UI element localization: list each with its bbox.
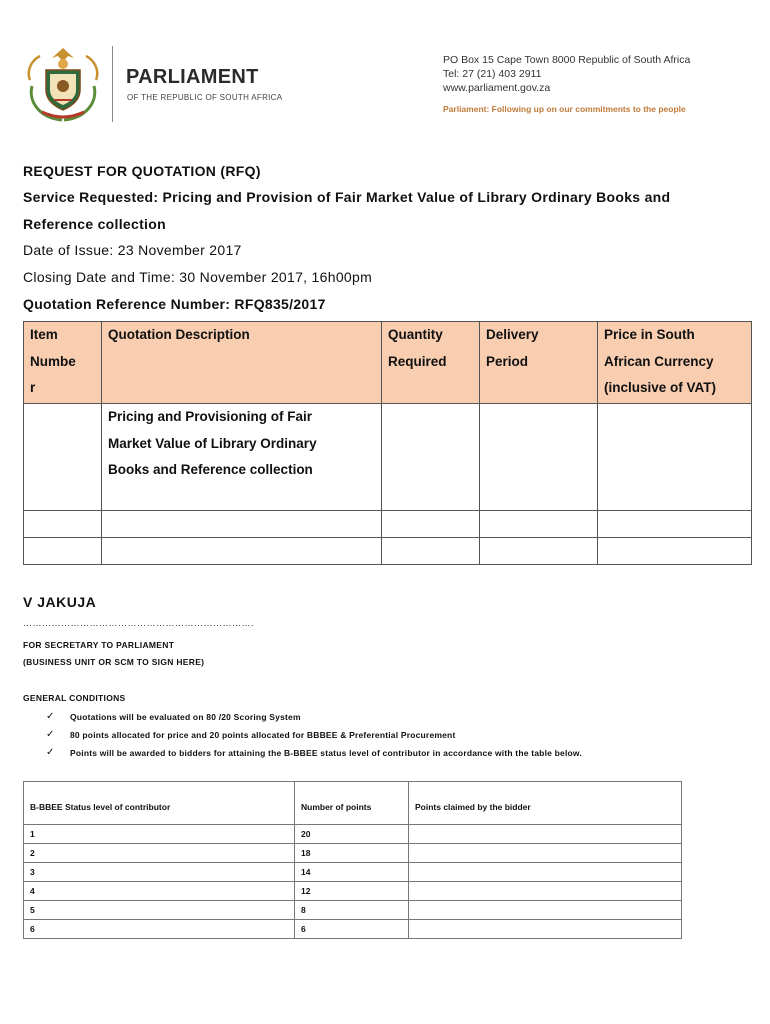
signature-line[interactable]: ………………………………………………………………. [23,618,255,628]
parliament-coat-of-arms-icon [22,44,104,124]
header-delivery: Delivery Period [480,322,598,404]
cell-claimed[interactable] [409,920,682,939]
cell-quantity[interactable] [382,404,480,511]
cell-delivery[interactable] [480,404,598,511]
header-divider [112,46,113,122]
cell-price[interactable] [598,404,752,511]
header-description: Quotation Description [102,322,382,404]
table-row [24,901,682,920]
for-secretary-label: FOR SECRETARY TO PARLIAMENT [23,640,175,650]
service-requested-line1: Service Requested: Pricing and Provision of Fair Market Value of Library Ordinary Books and [23,189,671,205]
bbbee-table-header [24,782,682,825]
service-requested-line2: Reference collection [23,216,166,232]
bbbee-points-table [23,781,682,939]
cell-points: 12 [295,882,409,901]
cell-points: 6 [295,920,409,939]
cell-level: 6 [24,920,295,939]
cell-description: Pricing and Provisioning of Fair Market Value of Library Ordinary Books and Reference collection [102,404,382,511]
date-of-issue: Date of Issue: 23 November 2017 [23,242,242,258]
quotation-table-header [24,322,752,404]
cell-delivery[interactable] [480,538,598,565]
table-row [24,844,682,863]
cell-claimed[interactable] [409,863,682,882]
table-row [24,825,682,844]
cell-claimed[interactable] [409,882,682,901]
cell-quantity[interactable] [382,511,480,538]
cell-item[interactable] [24,538,102,565]
quotation-reference: Quotation Reference Number: RFQ835/2017 [23,296,326,312]
header-number-of-points: Number of points [295,782,409,825]
cell-claimed[interactable] [409,901,682,920]
tagline: Parliament: Following up on our commitments to the people [443,104,686,114]
list-item: ✓ Points will be awarded to bidders for attaining the B-BBEE status level of contributor in accordance with the table below. [46,744,582,762]
signatory-name: V JAKUJA [23,594,97,610]
cell-points: 20 [295,825,409,844]
conditions-list [46,708,582,762]
table-row [24,863,682,882]
quotation-table [23,321,752,565]
cell-price[interactable] [598,538,752,565]
header-points-claimed: Points claimed by the bidder [409,782,682,825]
cell-level: 2 [24,844,295,863]
cell-item[interactable] [24,511,102,538]
brand-title: PARLIAMENT [126,66,259,88]
header-status-level: B-BBEE Status level of contributor [24,782,295,825]
brand-subtitle: OF THE REPUBLIC OF SOUTH AFRICA [127,93,283,102]
cell-quantity[interactable] [382,538,480,565]
list-item: ✓ Quotations will be evaluated on 80 /20 Scoring System [46,708,582,726]
contact-block [443,53,690,95]
checkmark-icon: ✓ [46,711,55,722]
cell-points: 18 [295,844,409,863]
table-row [24,920,682,939]
rfq-heading: REQUEST FOR QUOTATION (RFQ) [23,163,261,179]
cell-points: 14 [295,863,409,882]
general-conditions-heading: GENERAL CONDITIONS [23,693,126,703]
cell-level: 1 [24,825,295,844]
cell-level: 3 [24,863,295,882]
sign-instruction: (BUSINESS UNIT OR SCM TO SIGN HERE) [23,657,205,667]
cell-claimed[interactable] [409,844,682,863]
table-row [24,538,752,565]
table-row [24,511,752,538]
header-quantity: Quantity Required [382,322,480,404]
cell-level: 4 [24,882,295,901]
closing-date: Closing Date and Time: 30 November 2017, 16h00pm [23,269,373,285]
header-item-number: Item Numbe r [24,322,102,404]
table-row [24,404,752,511]
cell-level: 5 [24,901,295,920]
cell-delivery[interactable] [480,511,598,538]
cell-description[interactable] [102,511,382,538]
table-row [24,882,682,901]
cell-item[interactable] [24,404,102,511]
checkmark-icon: ✓ [46,729,55,740]
cell-price[interactable] [598,511,752,538]
address: PO Box 15 Cape Town 8000 Republic of South Africa [443,54,691,66]
checkmark-icon: ✓ [46,747,55,758]
website-link[interactable]: www.parliament.gov.za [443,82,551,94]
telephone: Tel: 27 (21) 403 2911 [443,68,542,80]
header-price: Price in South African Currency (inclusive of VAT) [598,322,752,404]
list-item: ✓ 80 points allocated for price and 20 points allocated for BBBEE & Preferential Procurement [46,726,582,744]
cell-description[interactable] [102,538,382,565]
cell-points: 8 [295,901,409,920]
cell-claimed[interactable] [409,825,682,844]
